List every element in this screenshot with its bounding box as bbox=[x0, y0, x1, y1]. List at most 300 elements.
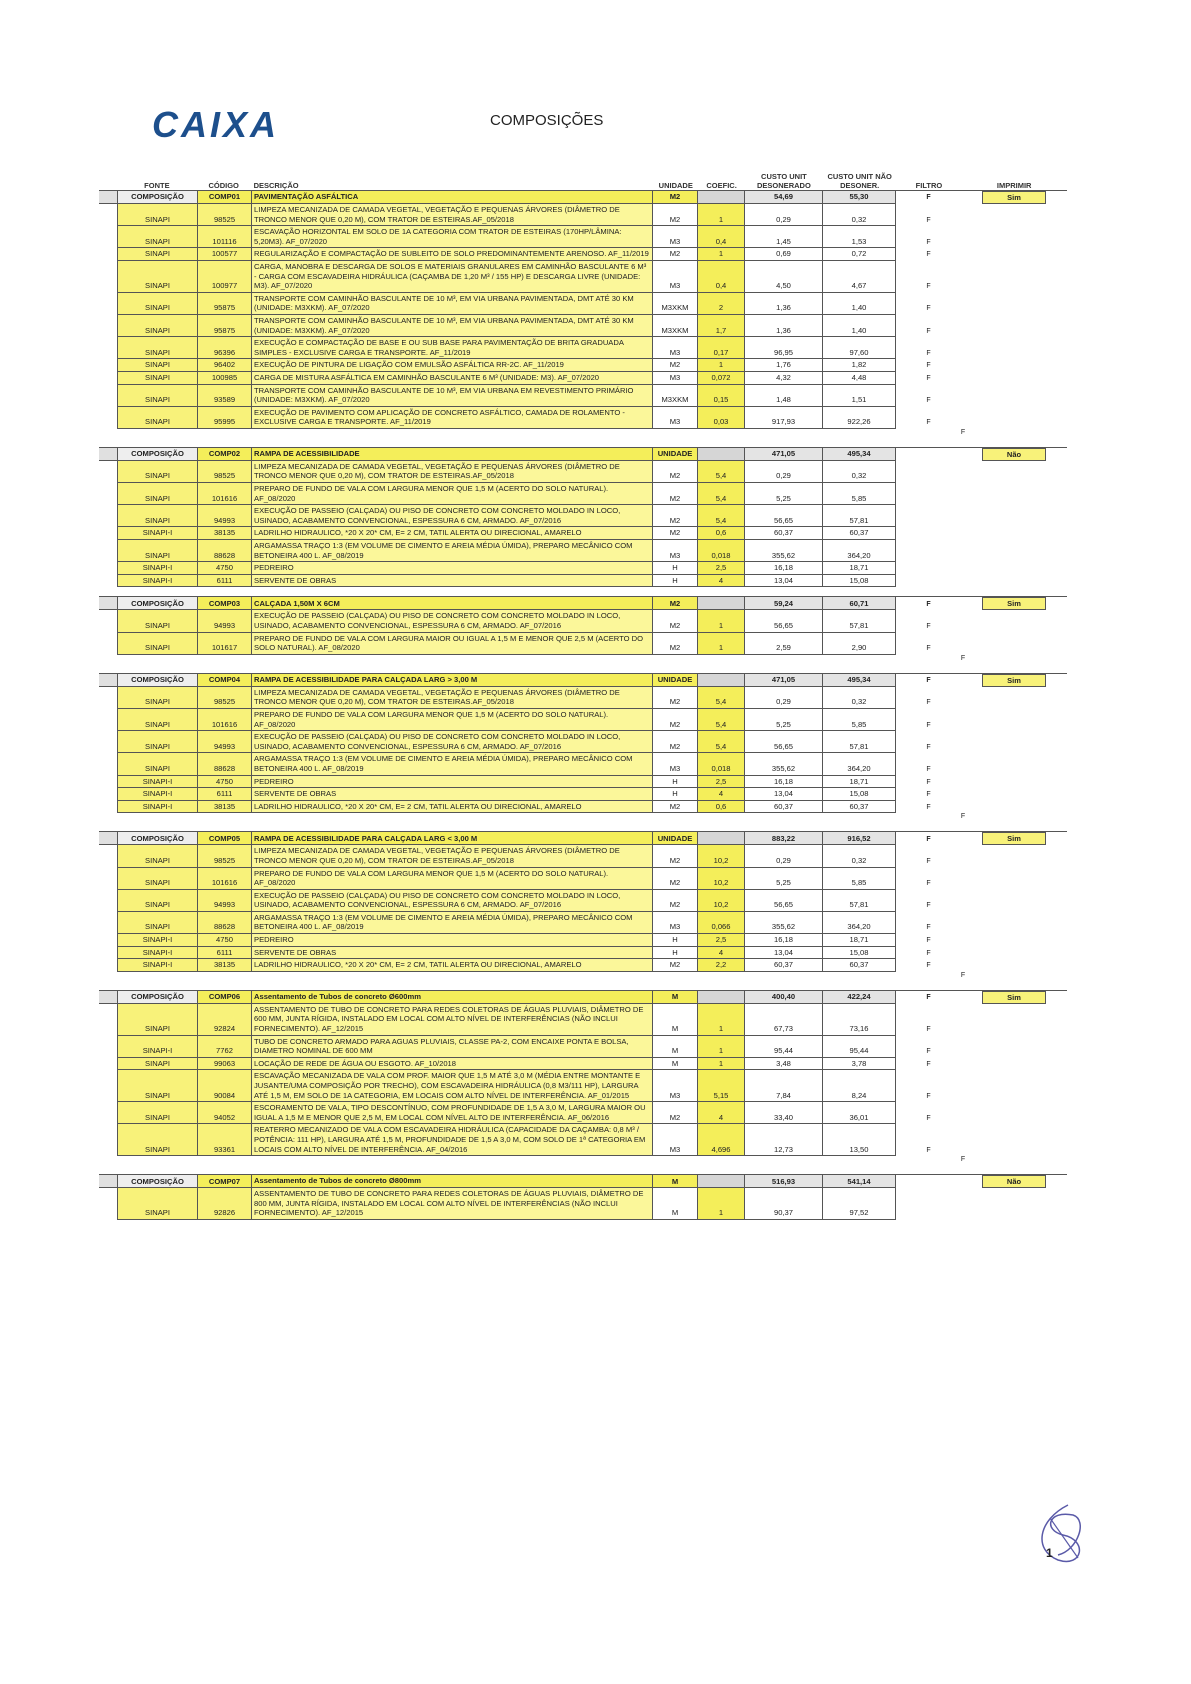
row-marker bbox=[99, 447, 117, 461]
composition-header-row bbox=[117, 1174, 1067, 1188]
cell-unidade: M2 bbox=[652, 204, 697, 226]
imprimir-toggle[interactable]: Não bbox=[982, 448, 1046, 461]
cell-coefic: 0,4 bbox=[697, 226, 744, 248]
imprimir-toggle[interactable]: Sim bbox=[982, 674, 1046, 687]
cell-fonte: SINAPI bbox=[117, 610, 197, 632]
cell-filtro: F bbox=[926, 397, 931, 405]
head-filtro bbox=[896, 448, 961, 461]
cell-unidade: M2 bbox=[652, 868, 697, 890]
cell-codigo: 95995 bbox=[197, 407, 251, 429]
cell-fonte: SINAPI bbox=[117, 248, 197, 261]
head-codigo: COMP04 bbox=[197, 674, 251, 687]
head-custo_nao: 495,34 bbox=[822, 674, 896, 687]
cell-codigo: 101617 bbox=[197, 633, 251, 655]
row-marker bbox=[99, 1174, 117, 1188]
cell-coefic: 0,17 bbox=[697, 337, 744, 359]
cell-custo_des: 0,29 bbox=[744, 204, 822, 226]
cell-unidade: M3 bbox=[652, 1124, 697, 1156]
cell-fonte: SINAPI-I bbox=[117, 575, 197, 588]
cell-custo_nao: 15,08 bbox=[822, 788, 896, 801]
cell-custo_nao: 5,85 bbox=[822, 483, 896, 505]
cell-imprimir bbox=[961, 527, 1067, 540]
cell-custo_des: 56,65 bbox=[744, 505, 822, 527]
cell-unidade: M2 bbox=[652, 461, 697, 483]
cell-filtro: F bbox=[926, 949, 931, 957]
table-row bbox=[117, 1036, 1067, 1058]
cell-unidade: M2 bbox=[652, 845, 697, 867]
cell-unidade: M bbox=[652, 1036, 697, 1058]
cell-codigo: 94052 bbox=[197, 1102, 251, 1124]
cell-fonte: SINAPI bbox=[117, 868, 197, 890]
cell-unidade: M3 bbox=[652, 1070, 697, 1102]
cell-unidade: M3 bbox=[652, 407, 697, 429]
cell-filtro: F bbox=[926, 283, 931, 291]
cell-custo_nao: 5,85 bbox=[822, 868, 896, 890]
head-coefic bbox=[697, 597, 744, 610]
cell-coefic: 1 bbox=[697, 633, 744, 655]
table-row bbox=[117, 947, 1067, 960]
head-unidade: UNIDADE bbox=[652, 674, 697, 687]
cell-coefic: 5,15 bbox=[697, 1070, 744, 1102]
head-coefic bbox=[697, 674, 744, 687]
cell-custo_nao: 0,32 bbox=[822, 204, 896, 226]
cell-fonte: SINAPI bbox=[117, 1188, 197, 1220]
cell-imprimir bbox=[961, 204, 1067, 226]
table-row bbox=[117, 372, 1067, 385]
imprimir-toggle[interactable]: Sim bbox=[982, 597, 1046, 610]
cell-codigo: 101616 bbox=[197, 709, 251, 731]
cell-unidade: M3 bbox=[652, 540, 697, 562]
head-custo_nao: 495,34 bbox=[822, 448, 896, 461]
cell-imprimir bbox=[961, 483, 1067, 505]
cell-codigo: 88628 bbox=[197, 540, 251, 562]
cell-custo_des: 13,04 bbox=[744, 788, 822, 801]
cell-imprimir bbox=[961, 687, 1067, 709]
cell-custo_nao: 1,82 bbox=[822, 359, 896, 372]
cell-coefic: 0,03 bbox=[697, 407, 744, 429]
cell-custo_des: 1,36 bbox=[744, 315, 822, 337]
head-custo_nao: 422,24 bbox=[822, 991, 896, 1004]
imprimir-cell bbox=[961, 674, 1067, 687]
head-descricao: PAVIMENTAÇÃO ASFÁLTICA bbox=[251, 191, 652, 204]
cell-imprimir bbox=[961, 562, 1067, 575]
cell-custo_des: 16,18 bbox=[744, 776, 822, 789]
imprimir-cell bbox=[961, 448, 1067, 461]
cell-unidade: M2 bbox=[652, 801, 697, 814]
cell-codigo: 4750 bbox=[197, 776, 251, 789]
cell-custo_des: 16,18 bbox=[744, 562, 822, 575]
cell-descricao: LADRILHO HIDRAULICO, *20 X 20* CM, E= 2 CM, TATIL ALERTA OU DIRECIONAL, AMARELO bbox=[251, 801, 652, 814]
cell-custo_nao: 364,20 bbox=[822, 753, 896, 775]
cell-custo_des: 60,37 bbox=[744, 527, 822, 540]
table-row bbox=[117, 776, 1067, 789]
cell-custo_nao: 0,32 bbox=[822, 461, 896, 483]
cell-descricao: EXECUÇÃO DE PASSEIO (CALÇADA) OU PISO DE CONCRETO COM CONCRETO MOLDADO IN LOCO, USINADO, ACABAMENTO CONVENCIONAL, ESPESSURA 6 CM, ARMADO. AF_07/2016 bbox=[251, 610, 652, 632]
cell-descricao: PEDREIRO bbox=[251, 562, 652, 575]
cell-coefic: 0,15 bbox=[697, 385, 744, 407]
cell-imprimir bbox=[961, 261, 1067, 293]
cell-filtro: F bbox=[926, 902, 931, 910]
filter-mark: F bbox=[960, 1156, 966, 1164]
head-codigo: COMP07 bbox=[197, 1175, 251, 1188]
cell-custo_des: 355,62 bbox=[744, 753, 822, 775]
cell-fonte: SINAPI bbox=[117, 1070, 197, 1102]
head-filtro: F bbox=[926, 677, 931, 685]
cell-filtro: F bbox=[926, 623, 931, 630]
table-row bbox=[117, 633, 1067, 655]
cell-unidade: M3 bbox=[652, 337, 697, 359]
table-row bbox=[117, 1004, 1067, 1036]
cell-imprimir bbox=[961, 801, 1067, 814]
imprimir-toggle[interactable]: Não bbox=[982, 1175, 1046, 1188]
cell-coefic: 1 bbox=[697, 610, 744, 632]
cell-imprimir bbox=[961, 709, 1067, 731]
table-row bbox=[117, 540, 1067, 562]
cell-filtro: F bbox=[926, 962, 931, 970]
head-descricao: RAMPA DE ACESSIBILIDADE bbox=[251, 448, 652, 461]
cell-unidade: M2 bbox=[652, 890, 697, 912]
table-row bbox=[117, 868, 1067, 890]
cell-descricao: CARGA DE MISTURA ASFÁLTICA EM CAMINHÃO BASCULANTE 6 M³ (UNIDADE: M3). AF_07/2020 bbox=[251, 372, 652, 385]
cell-filtro: F bbox=[926, 1114, 931, 1122]
table-row bbox=[117, 359, 1067, 372]
cell-custo_des: 90,37 bbox=[744, 1188, 822, 1220]
cell-custo_des: 56,65 bbox=[744, 610, 822, 632]
cell-coefic: 4 bbox=[697, 575, 744, 588]
col-descricao: DESCRIÇÃO bbox=[253, 181, 299, 190]
cell-descricao: ESCAVAÇÃO HORIZONTAL EM SOLO DE 1A CATEGORIA COM TRATOR DE ESTEIRAS (170HP/LÂMINA: 5,20M3). AF_07/2020 bbox=[251, 226, 652, 248]
table-row bbox=[117, 845, 1067, 867]
head-unidade: M bbox=[652, 1175, 697, 1188]
cell-unidade: M3 bbox=[652, 912, 697, 934]
head-codigo: COMP05 bbox=[197, 832, 251, 845]
cell-codigo: 101616 bbox=[197, 483, 251, 505]
cell-descricao: REGULARIZAÇÃO E COMPACTAÇÃO DE SUBLEITO DE SOLO PREDOMINANTEMENTE ARENOSO. AF_11/2019 bbox=[251, 248, 652, 261]
cell-imprimir bbox=[961, 890, 1067, 912]
head-custo_des: 400,40 bbox=[744, 991, 822, 1004]
cell-unidade: M bbox=[652, 1188, 697, 1220]
cell-fonte: SINAPI bbox=[117, 1102, 197, 1124]
filter-mark: F bbox=[960, 971, 966, 979]
cell-custo_nao: 13,50 bbox=[822, 1124, 896, 1156]
head-custo_des: 59,24 bbox=[744, 597, 822, 610]
cell-filtro bbox=[896, 461, 961, 483]
cell-filtro: F bbox=[926, 803, 931, 811]
cell-imprimir bbox=[961, 753, 1067, 775]
cell-filtro: F bbox=[926, 1146, 931, 1154]
cell-descricao: PREPARO DE FUNDO DE VALA COM LARGURA MENOR QUE 1,5 M (ACERTO DO SOLO NATURAL). AF_08/2020 bbox=[251, 709, 652, 731]
row-marker bbox=[99, 190, 117, 204]
table-row bbox=[117, 461, 1067, 483]
cell-custo_des: 13,04 bbox=[744, 947, 822, 960]
head-descricao: RAMPA DE ACESSIBILIDADE PARA CALÇADA LARG > 3,00 M bbox=[251, 674, 652, 687]
cell-unidade: M3XKM bbox=[652, 315, 697, 337]
cell-fonte: SINAPI bbox=[117, 1124, 197, 1156]
cell-fonte: SINAPI bbox=[117, 540, 197, 562]
cell-coefic: 0,4 bbox=[697, 261, 744, 293]
cell-custo_nao: 57,81 bbox=[822, 610, 896, 632]
imprimir-toggle[interactable]: Sim bbox=[982, 191, 1046, 204]
cell-codigo: 96402 bbox=[197, 359, 251, 372]
head-fonte: COMPOSIÇÃO bbox=[117, 597, 197, 610]
cell-filtro: F bbox=[926, 645, 931, 653]
cell-custo_nao: 4,48 bbox=[822, 372, 896, 385]
head-descricao: RAMPA DE ACESSIBILIDADE PARA CALÇADA LARG < 3,00 M bbox=[251, 832, 652, 845]
cell-imprimir bbox=[961, 226, 1067, 248]
cell-custo_des: 95,44 bbox=[744, 1036, 822, 1058]
cell-unidade: H bbox=[652, 947, 697, 960]
cell-unidade: M2 bbox=[652, 687, 697, 709]
cell-filtro: F bbox=[926, 374, 931, 382]
cell-codigo: 4750 bbox=[197, 562, 251, 575]
imprimir-cell bbox=[961, 832, 1067, 845]
cell-codigo: 88628 bbox=[197, 912, 251, 934]
cell-fonte: SINAPI-I bbox=[117, 934, 197, 947]
cell-coefic: 10,2 bbox=[697, 845, 744, 867]
cell-coefic: 1 bbox=[697, 248, 744, 261]
head-descricao: Assentamento de Tubos de concreto Ø600mm bbox=[251, 991, 652, 1004]
cell-custo_des: 12,73 bbox=[744, 1124, 822, 1156]
cell-filtro: F bbox=[926, 327, 931, 335]
cell-fonte: SINAPI bbox=[117, 359, 197, 372]
head-coefic bbox=[697, 448, 744, 461]
table-row bbox=[117, 788, 1067, 801]
cell-coefic: 1 bbox=[697, 204, 744, 226]
cell-custo_nao: 1,51 bbox=[822, 385, 896, 407]
table-row bbox=[117, 248, 1067, 261]
head-coefic bbox=[697, 191, 744, 204]
cell-descricao: PEDREIRO bbox=[251, 934, 652, 947]
cell-custo_nao: 18,71 bbox=[822, 776, 896, 789]
cell-fonte: SINAPI bbox=[117, 709, 197, 731]
head-fonte: COMPOSIÇÃO bbox=[117, 1175, 197, 1188]
cell-fonte: SINAPI bbox=[117, 204, 197, 226]
cell-descricao: ARGAMASSA TRAÇO 1:3 (EM VOLUME DE CIMENTO E AREIA MÉDIA ÚMIDA), PREPARO MECÂNICO COM BETONEIRA 400 L. AF_08/2019 bbox=[251, 912, 652, 934]
cell-custo_nao: 1,40 bbox=[822, 315, 896, 337]
cell-fonte: SINAPI-I bbox=[117, 562, 197, 575]
composition-blocks bbox=[117, 190, 1067, 1220]
col-fonte: FONTE bbox=[144, 181, 170, 190]
composition-block bbox=[117, 190, 1067, 438]
cell-descricao: LIMPEZA MECANIZADA DE CAMADA VEGETAL, VEGETAÇÃO E PEQUENAS ÁRVORES (DIÂMETRO DE TRONCO MENOR QUE 0,20 M), COM TRATOR DE ESTEIRAS.AF_05/2018 bbox=[251, 204, 652, 226]
imprimir-toggle[interactable]: Sim bbox=[982, 991, 1046, 1004]
cell-fonte: SINAPI-I bbox=[117, 776, 197, 789]
head-fonte: COMPOSIÇÃO bbox=[117, 448, 197, 461]
cell-coefic: 0,072 bbox=[697, 372, 744, 385]
cell-descricao: PREPARO DE FUNDO DE VALA COM LARGURA MENOR QUE 1,5 M (ACERTO DO SOLO NATURAL). AF_08/2020 bbox=[251, 483, 652, 505]
cell-filtro: F bbox=[926, 778, 931, 786]
head-filtro: F bbox=[926, 994, 931, 1002]
cell-custo_des: 4,50 bbox=[744, 261, 822, 293]
cell-imprimir bbox=[961, 293, 1067, 315]
table-row bbox=[117, 505, 1067, 527]
head-custo_des: 883,22 bbox=[744, 832, 822, 845]
row-marker bbox=[99, 831, 117, 845]
cell-filtro: F bbox=[926, 419, 931, 427]
cell-imprimir bbox=[961, 575, 1067, 588]
cell-custo_nao: 60,37 bbox=[822, 801, 896, 814]
cell-fonte: SINAPI bbox=[117, 461, 197, 483]
cell-coefic: 4,696 bbox=[697, 1124, 744, 1156]
head-custo_des: 54,69 bbox=[744, 191, 822, 204]
cell-coefic: 5,4 bbox=[697, 483, 744, 505]
filter-mark: F bbox=[960, 813, 966, 821]
cell-custo_des: 0,29 bbox=[744, 845, 822, 867]
cell-unidade: M3 bbox=[652, 261, 697, 293]
cell-unidade: M bbox=[652, 1004, 697, 1036]
cell-custo_nao: 5,85 bbox=[822, 709, 896, 731]
cell-descricao: ARGAMASSA TRAÇO 1:3 (EM VOLUME DE CIMENTO E AREIA MÉDIA ÚMIDA), PREPARO MECÂNICO COM BETONEIRA 400 L. AF_08/2019 bbox=[251, 753, 652, 775]
cell-imprimir bbox=[961, 788, 1067, 801]
head-custo_des: 471,05 bbox=[744, 674, 822, 687]
cell-unidade: M bbox=[652, 1058, 697, 1071]
cell-filtro bbox=[896, 562, 961, 575]
cell-fonte: SINAPI bbox=[117, 385, 197, 407]
cell-imprimir bbox=[961, 610, 1067, 632]
cell-custo_des: 355,62 bbox=[744, 540, 822, 562]
page-number: 1 bbox=[1046, 1546, 1053, 1560]
cell-coefic: 1,7 bbox=[697, 315, 744, 337]
head-custo_des: 471,05 bbox=[744, 448, 822, 461]
cell-custo_nao: 2,90 bbox=[822, 633, 896, 655]
cell-coefic: 2,5 bbox=[697, 934, 744, 947]
cell-coefic: 0,018 bbox=[697, 753, 744, 775]
col-custo-desonerado: CUSTO UNIT DESONERADO bbox=[757, 172, 811, 190]
cell-custo_des: 13,04 bbox=[744, 575, 822, 588]
filter-mark: F bbox=[960, 654, 966, 662]
table-row bbox=[117, 527, 1067, 540]
cell-custo_des: 5,25 bbox=[744, 483, 822, 505]
cell-custo_nao: 1,53 bbox=[822, 226, 896, 248]
imprimir-toggle[interactable]: Sim bbox=[982, 832, 1046, 845]
cell-unidade: M3 bbox=[652, 372, 697, 385]
cell-codigo: 95875 bbox=[197, 315, 251, 337]
cell-filtro: F bbox=[926, 238, 931, 246]
cell-descricao: EXECUÇÃO DE PASSEIO (CALÇADA) OU PISO DE CONCRETO COM CONCRETO MOLDADO IN LOCO, USINADO, ACABAMENTO CONVENCIONAL, ESPESSURA 6 CM, ARMADO. AF_07/2016 bbox=[251, 731, 652, 753]
cell-custo_nao: 97,52 bbox=[822, 1188, 896, 1220]
col-codigo: CÓDIGO bbox=[208, 181, 239, 190]
cell-codigo: 6111 bbox=[197, 575, 251, 588]
head-custo_nao: 541,14 bbox=[822, 1175, 896, 1188]
composition-block bbox=[117, 447, 1067, 588]
cell-codigo: 94993 bbox=[197, 505, 251, 527]
cell-coefic: 4 bbox=[697, 1102, 744, 1124]
cell-filtro: F bbox=[926, 765, 931, 773]
cell-fonte: SINAPI bbox=[117, 753, 197, 775]
cell-coefic: 1 bbox=[697, 1058, 744, 1071]
cell-imprimir bbox=[961, 407, 1067, 429]
cell-coefic: 5,4 bbox=[697, 709, 744, 731]
cell-custo_des: 5,25 bbox=[744, 868, 822, 890]
cell-codigo: 94993 bbox=[197, 890, 251, 912]
cell-imprimir bbox=[961, 1102, 1067, 1124]
cell-filtro: F bbox=[926, 1048, 931, 1056]
cell-descricao: LIMPEZA MECANIZADA DE CAMADA VEGETAL, VEGETAÇÃO E PEQUENAS ÁRVORES (DIÂMETRO DE TRONCO MENOR QUE 0,20 M), COM TRATOR DE ESTEIRAS.AF_05/2018 bbox=[251, 687, 652, 709]
table-header bbox=[117, 164, 1067, 190]
filter-mark: F bbox=[960, 428, 966, 436]
table-row bbox=[117, 1188, 1067, 1220]
cell-descricao: ESCAVAÇÃO MECANIZADA DE VALA COM PROF. MAIOR QUE 1,5 M ATÉ 3,0 M (MÉDIA ENTRE MONTANTE E JUSANTE/UMA COMPOSIÇÃO POR TRECHO), COM ESCAVADEIRA HIDRÁULICA (0,8 M3/111 HP), LARGURA ATÉ 1,5 M, EM SOLO DE 1A CATEGORIA, EM LOCAIS COM ALTO NÍVEL DE INTERFERÊNCIA. AF_01/2015 bbox=[251, 1070, 652, 1102]
cell-custo_nao: 0,32 bbox=[822, 845, 896, 867]
cell-custo_des: 1,36 bbox=[744, 293, 822, 315]
cell-imprimir bbox=[961, 868, 1067, 890]
cell-custo_des: 96,95 bbox=[744, 337, 822, 359]
cell-fonte: SINAPI bbox=[117, 912, 197, 934]
head-descricao: CALÇADA 1,50M X 6CM bbox=[251, 597, 652, 610]
cell-coefic: 5,4 bbox=[697, 505, 744, 527]
cell-filtro: F bbox=[926, 699, 931, 707]
head-codigo: COMP03 bbox=[197, 597, 251, 610]
cell-custo_des: 33,40 bbox=[744, 1102, 822, 1124]
cell-coefic: 1 bbox=[697, 1188, 744, 1220]
col-unidade: UNIDADE bbox=[658, 181, 693, 190]
cell-coefic: 4 bbox=[697, 788, 744, 801]
cell-custo_nao: 4,67 bbox=[822, 261, 896, 293]
cell-unidade: M2 bbox=[652, 505, 697, 527]
cell-filtro: F bbox=[926, 251, 931, 259]
cell-imprimir bbox=[961, 248, 1067, 261]
cell-descricao: ARGAMASSA TRAÇO 1:3 (EM VOLUME DE CIMENTO E AREIA MÉDIA ÚMIDA), PREPARO MECÂNICO COM BETONEIRA 400 L. AF_08/2019 bbox=[251, 540, 652, 562]
cell-filtro bbox=[896, 505, 961, 527]
cell-descricao: ESCORAMENTO DE VALA, TIPO DESCONTÍNUO, COM PROFUNDIDADE DE 1,5 A 3,0 M, LARGURA MAIOR OU IGUAL A 1,5 M E MENOR QUE 2,5 M, EM LOCAL COM NÍVEL ALTO DE INTERFERÊNCIA. AF_06/2016 bbox=[251, 1102, 652, 1124]
cell-unidade: M2 bbox=[652, 359, 697, 372]
table-row bbox=[117, 1102, 1067, 1124]
cell-codigo: 95875 bbox=[197, 293, 251, 315]
cell-custo_nao: 73,16 bbox=[822, 1004, 896, 1036]
cell-unidade: M2 bbox=[652, 527, 697, 540]
cell-codigo: 101116 bbox=[197, 226, 251, 248]
cell-coefic: 5,4 bbox=[697, 731, 744, 753]
cell-descricao: CARGA, MANOBRA E DESCARGA DE SOLOS E MATERIAIS GRANULARES EM CAMINHÃO BASCULANTE 6 M³ - CARGA COM ESCAVADEIRA HIDRÁULICA (CAÇAMBA DE 1,20 M³ / 155 HP) E DESCARGA LIVRE (UNIDADE: M3). AF_07/2020 bbox=[251, 261, 652, 293]
cell-codigo: 98525 bbox=[197, 204, 251, 226]
composition-block bbox=[117, 1174, 1067, 1220]
composition-block bbox=[117, 673, 1067, 823]
cell-descricao: SERVENTE DE OBRAS bbox=[251, 788, 652, 801]
cell-fonte: SINAPI bbox=[117, 407, 197, 429]
cell-codigo: 92824 bbox=[197, 1004, 251, 1036]
cell-codigo: 96396 bbox=[197, 337, 251, 359]
cell-codigo: 101616 bbox=[197, 868, 251, 890]
cell-codigo: 100985 bbox=[197, 372, 251, 385]
cell-descricao: EXECUÇÃO DE PASSEIO (CALÇADA) OU PISO DE CONCRETO COM CONCRETO MOLDADO IN LOCO, USINADO, ACABAMENTO CONVENCIONAL, ESPESSURA 6 CM, ARMADO. AF_07/2016 bbox=[251, 505, 652, 527]
table-row bbox=[117, 293, 1067, 315]
table-row bbox=[117, 337, 1067, 359]
table-row bbox=[117, 1070, 1067, 1102]
cell-descricao: LADRILHO HIDRAULICO, *20 X 20* CM, E= 2 CM, TATIL ALERTA OU DIRECIONAL, AMARELO bbox=[251, 527, 652, 540]
cell-custo_nao: 18,71 bbox=[822, 934, 896, 947]
cell-custo_des: 1,48 bbox=[744, 385, 822, 407]
cell-codigo: 88628 bbox=[197, 753, 251, 775]
head-filtro bbox=[896, 1175, 961, 1188]
cell-coefic: 2 bbox=[697, 293, 744, 315]
cell-unidade: M2 bbox=[652, 1102, 697, 1124]
cell-custo_des: 1,45 bbox=[744, 226, 822, 248]
head-fonte: COMPOSIÇÃO bbox=[117, 191, 197, 204]
cell-unidade: M3XKM bbox=[652, 293, 697, 315]
head-fonte: COMPOSIÇÃO bbox=[117, 991, 197, 1004]
composition-header-row bbox=[117, 673, 1067, 687]
composition-header-row bbox=[117, 190, 1067, 204]
cell-filtro bbox=[896, 527, 961, 540]
cell-codigo: 98525 bbox=[197, 845, 251, 867]
cell-coefic: 5,4 bbox=[697, 461, 744, 483]
cell-filtro: F bbox=[926, 349, 931, 357]
table-row bbox=[117, 483, 1067, 505]
cell-custo_nao: 3,78 bbox=[822, 1058, 896, 1071]
cell-custo_des: 0,29 bbox=[744, 461, 822, 483]
head-coefic bbox=[697, 991, 744, 1004]
cell-fonte: SINAPI bbox=[117, 845, 197, 867]
